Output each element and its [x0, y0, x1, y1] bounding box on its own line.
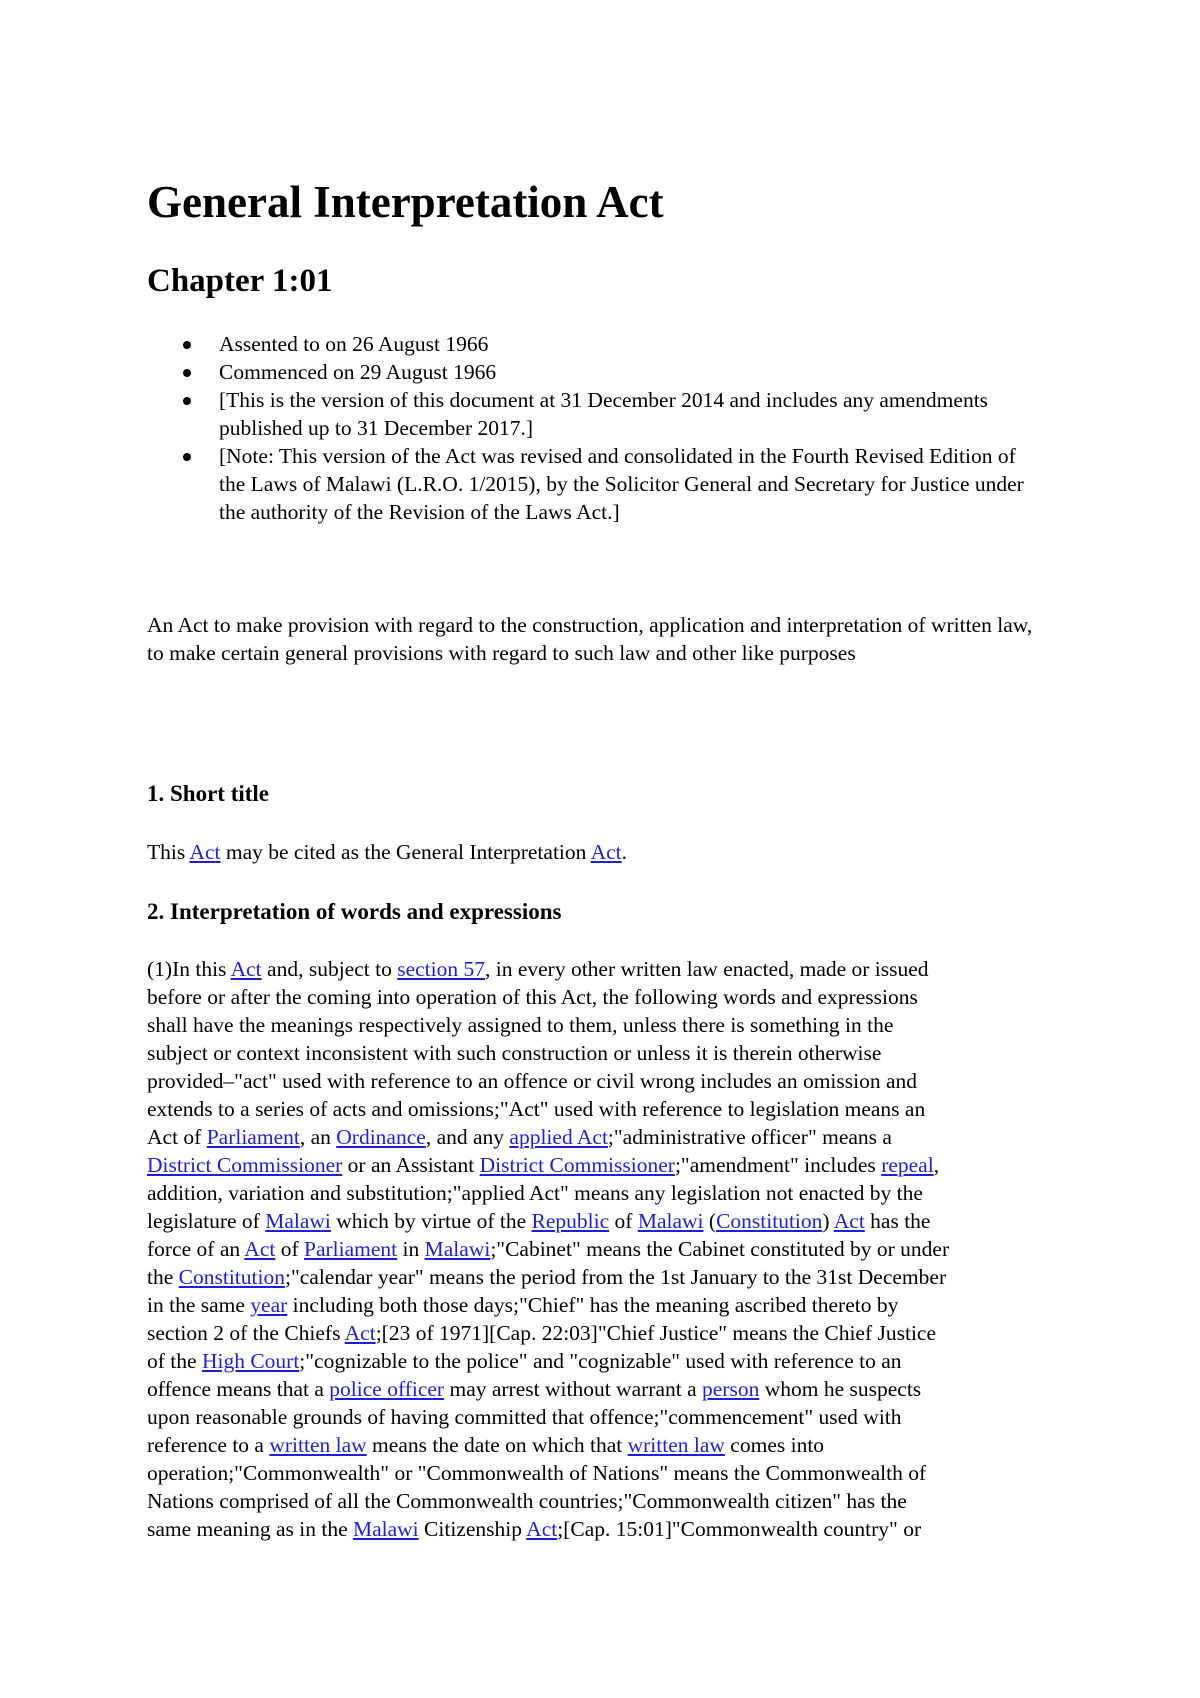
text-line — [147, 1179, 1067, 1207]
text-line — [147, 1487, 1067, 1515]
body-text: Citizenship — [418, 1517, 527, 1541]
body-text: This — [147, 840, 190, 864]
hyperlink[interactable]: police officer — [329, 1377, 445, 1401]
hyperlink[interactable]: Act — [344, 1321, 376, 1345]
text-line — [147, 1403, 1067, 1431]
body-text: extends to a series of acts and omissions;"Act" used with reference to legislation means an — [147, 1097, 926, 1121]
body-text: and, subject to — [261, 957, 398, 981]
body-text: same meaning as in the — [147, 1517, 353, 1541]
body-text: . — [621, 840, 628, 864]
metadata-item-text: Commenced on 29 August 1966 — [219, 360, 497, 384]
body-text: may be cited as the General Interpretation — [220, 840, 591, 864]
metadata-item — [147, 330, 1027, 358]
text-line — [147, 1431, 1067, 1459]
text-line — [147, 955, 1067, 983]
body-text: ;"administrative officer" means a — [607, 1125, 892, 1149]
metadata-item-text: [Note: This version of the Act was revised and consolidated in the Fourth Revised Edition of the Laws of Malawi (L.R.O. 1/2015), by the Solicitor General and Secretary for Justice under the authority of the Revision of the Laws Act.] — [219, 444, 1024, 524]
hyperlink[interactable]: Malawi — [424, 1237, 491, 1261]
bullet-icon — [183, 369, 191, 377]
text-line — [147, 1207, 1067, 1235]
text-line — [147, 1095, 1067, 1123]
body-text: has the — [864, 1209, 931, 1233]
metadata-item — [147, 386, 1027, 442]
body-text: subject or context inconsistent with such construction or unless it is therein otherwise — [147, 1041, 882, 1065]
body-text: operation;"Commonwealth" or "Commonwealth of Nations" means the Commonwealth of — [147, 1461, 927, 1485]
body-text: ;"Cabinet" means the Cabinet constituted by or under — [490, 1237, 950, 1261]
body-text: before or after the coming into operation of this Act, the following words and expressions — [147, 985, 918, 1009]
hyperlink[interactable]: Act — [230, 957, 262, 981]
hyperlink[interactable]: written law — [627, 1433, 725, 1457]
hyperlink[interactable]: High Court — [201, 1349, 300, 1373]
text-line — [147, 1319, 1067, 1347]
metadata-item-text: [This is the version of this document at 31 December 2014 and includes any amendments published up to 31 December 2017.] — [219, 388, 989, 440]
hyperlink[interactable]: section 57 — [397, 957, 485, 981]
text-line — [147, 1459, 1067, 1487]
body-text: ;"calendar year" means the period from the 1st January to the 31st December — [284, 1265, 947, 1289]
body-text: , — [933, 1153, 940, 1177]
section-1-heading: 1. Short title — [147, 781, 270, 806]
section-1-body — [147, 838, 627, 866]
body-text: reference to a — [147, 1433, 270, 1457]
text-line — [147, 1039, 1067, 1067]
bullet-icon — [183, 397, 191, 405]
body-text: , in every other written law enacted, made or issued — [484, 957, 929, 981]
text-line — [147, 983, 1067, 1011]
hyperlink[interactable]: Act — [590, 840, 622, 864]
hyperlink[interactable]: Constitution — [178, 1265, 285, 1289]
hyperlink[interactable]: District Commissioner — [479, 1153, 675, 1177]
body-text: Nations comprised of all the Commonwealth countries;"Commonwealth citizen" has the — [147, 1489, 907, 1513]
body-text: addition, variation and substitution;"applied Act" means any legislation not enacted by the — [147, 1181, 923, 1205]
body-text: in — [397, 1237, 425, 1261]
body-text: ;"cognizable to the police" and "cognizable" used with reference to an — [299, 1349, 902, 1373]
metadata-item — [147, 442, 1027, 526]
hyperlink[interactable]: Parliament — [304, 1237, 398, 1261]
text-line — [147, 1375, 1067, 1403]
hyperlink[interactable]: Parliament — [206, 1125, 300, 1149]
preamble: An Act to make provision with regard to the construction, application and interpretation of written law, to make certain general provisions with regard to such law and other like purposes — [147, 613, 1033, 665]
chapter-heading: Chapter 1:01 — [147, 263, 333, 299]
metadata-item — [147, 358, 1027, 386]
body-text: section 2 of the Chiefs — [147, 1321, 345, 1345]
hyperlink[interactable]: Act — [833, 1209, 865, 1233]
text-line — [147, 1515, 1067, 1543]
body-text: of — [275, 1237, 305, 1261]
hyperlink[interactable]: Malawi — [352, 1517, 419, 1541]
hyperlink[interactable]: Malawi — [265, 1209, 331, 1233]
hyperlink[interactable]: person — [702, 1377, 760, 1401]
body-text: provided–"act" used with reference to an offence or civil wrong includes an omission and — [147, 1069, 918, 1093]
text-line — [147, 1067, 1067, 1095]
document-title: General Interpretation Act — [147, 177, 664, 227]
hyperlink[interactable]: Republic — [531, 1209, 610, 1233]
body-text: legislature of — [147, 1209, 266, 1233]
body-text: whom he suspects — [759, 1377, 922, 1401]
body-text: Act of — [147, 1125, 207, 1149]
text-line — [147, 1291, 1067, 1319]
hyperlink[interactable]: District Commissioner — [147, 1153, 343, 1177]
text-line — [147, 1151, 1067, 1179]
body-text: , an — [299, 1125, 337, 1149]
body-text: the — [147, 1265, 179, 1289]
body-text: ) — [822, 1209, 834, 1233]
body-text: upon reasonable grounds of having committed that offence;"commencement" used with — [147, 1405, 902, 1429]
section-2-heading: 2. Interpretation of words and expressions — [147, 899, 562, 924]
body-text: in the same — [147, 1293, 251, 1317]
text-line — [147, 1263, 1067, 1291]
text-line — [147, 1123, 1067, 1151]
bullet-icon — [183, 453, 191, 461]
hyperlink[interactable]: Ordinance — [336, 1125, 426, 1149]
body-text: (1)In this — [147, 957, 231, 981]
body-text: comes into — [724, 1433, 825, 1457]
body-text: or an Assistant — [342, 1153, 480, 1177]
text-line — [147, 1347, 1067, 1375]
hyperlink[interactable]: Act — [189, 840, 221, 864]
text-line — [147, 1235, 1067, 1263]
body-text: means the date on which that — [366, 1433, 628, 1457]
hyperlink[interactable]: written law — [269, 1433, 367, 1457]
body-text: including both those days;"Chief" has the meaning ascribed thereto by — [287, 1293, 899, 1317]
body-text: which by virtue of the — [330, 1209, 532, 1233]
hyperlink[interactable]: repeal — [881, 1153, 934, 1177]
hyperlink[interactable]: Act — [526, 1517, 558, 1541]
body-text: ( — [703, 1209, 717, 1233]
bullet-icon — [183, 341, 191, 349]
hyperlink[interactable]: Act — [244, 1237, 276, 1261]
text-line — [147, 1011, 1067, 1039]
body-text: ;"amendment" includes — [674, 1153, 882, 1177]
metadata-list — [147, 330, 1027, 526]
body-text: may arrest without warrant a — [444, 1377, 702, 1401]
body-text: force of an — [147, 1237, 245, 1261]
metadata-item-text: Assented to on 26 August 1966 — [219, 332, 489, 356]
body-text: of — [609, 1209, 638, 1233]
body-text: ;[Cap. 15:01]"Commonwealth country" or — [557, 1517, 922, 1541]
body-text: ;[23 of 1971][Cap. 22:03]"Chief Justice" means the Chief Justice — [375, 1321, 937, 1345]
body-text: shall have the meanings respectively assigned to them, unless there is something in the — [147, 1013, 894, 1037]
body-text: , and any — [425, 1125, 510, 1149]
hyperlink[interactable]: Constitution — [716, 1209, 823, 1233]
body-text: offence means that a — [147, 1377, 330, 1401]
hyperlink[interactable]: year — [250, 1293, 288, 1317]
hyperlink[interactable]: applied Act — [509, 1125, 608, 1149]
body-text: of the — [147, 1349, 202, 1373]
section-2-body — [147, 955, 1067, 1543]
hyperlink[interactable]: Malawi — [637, 1209, 704, 1233]
